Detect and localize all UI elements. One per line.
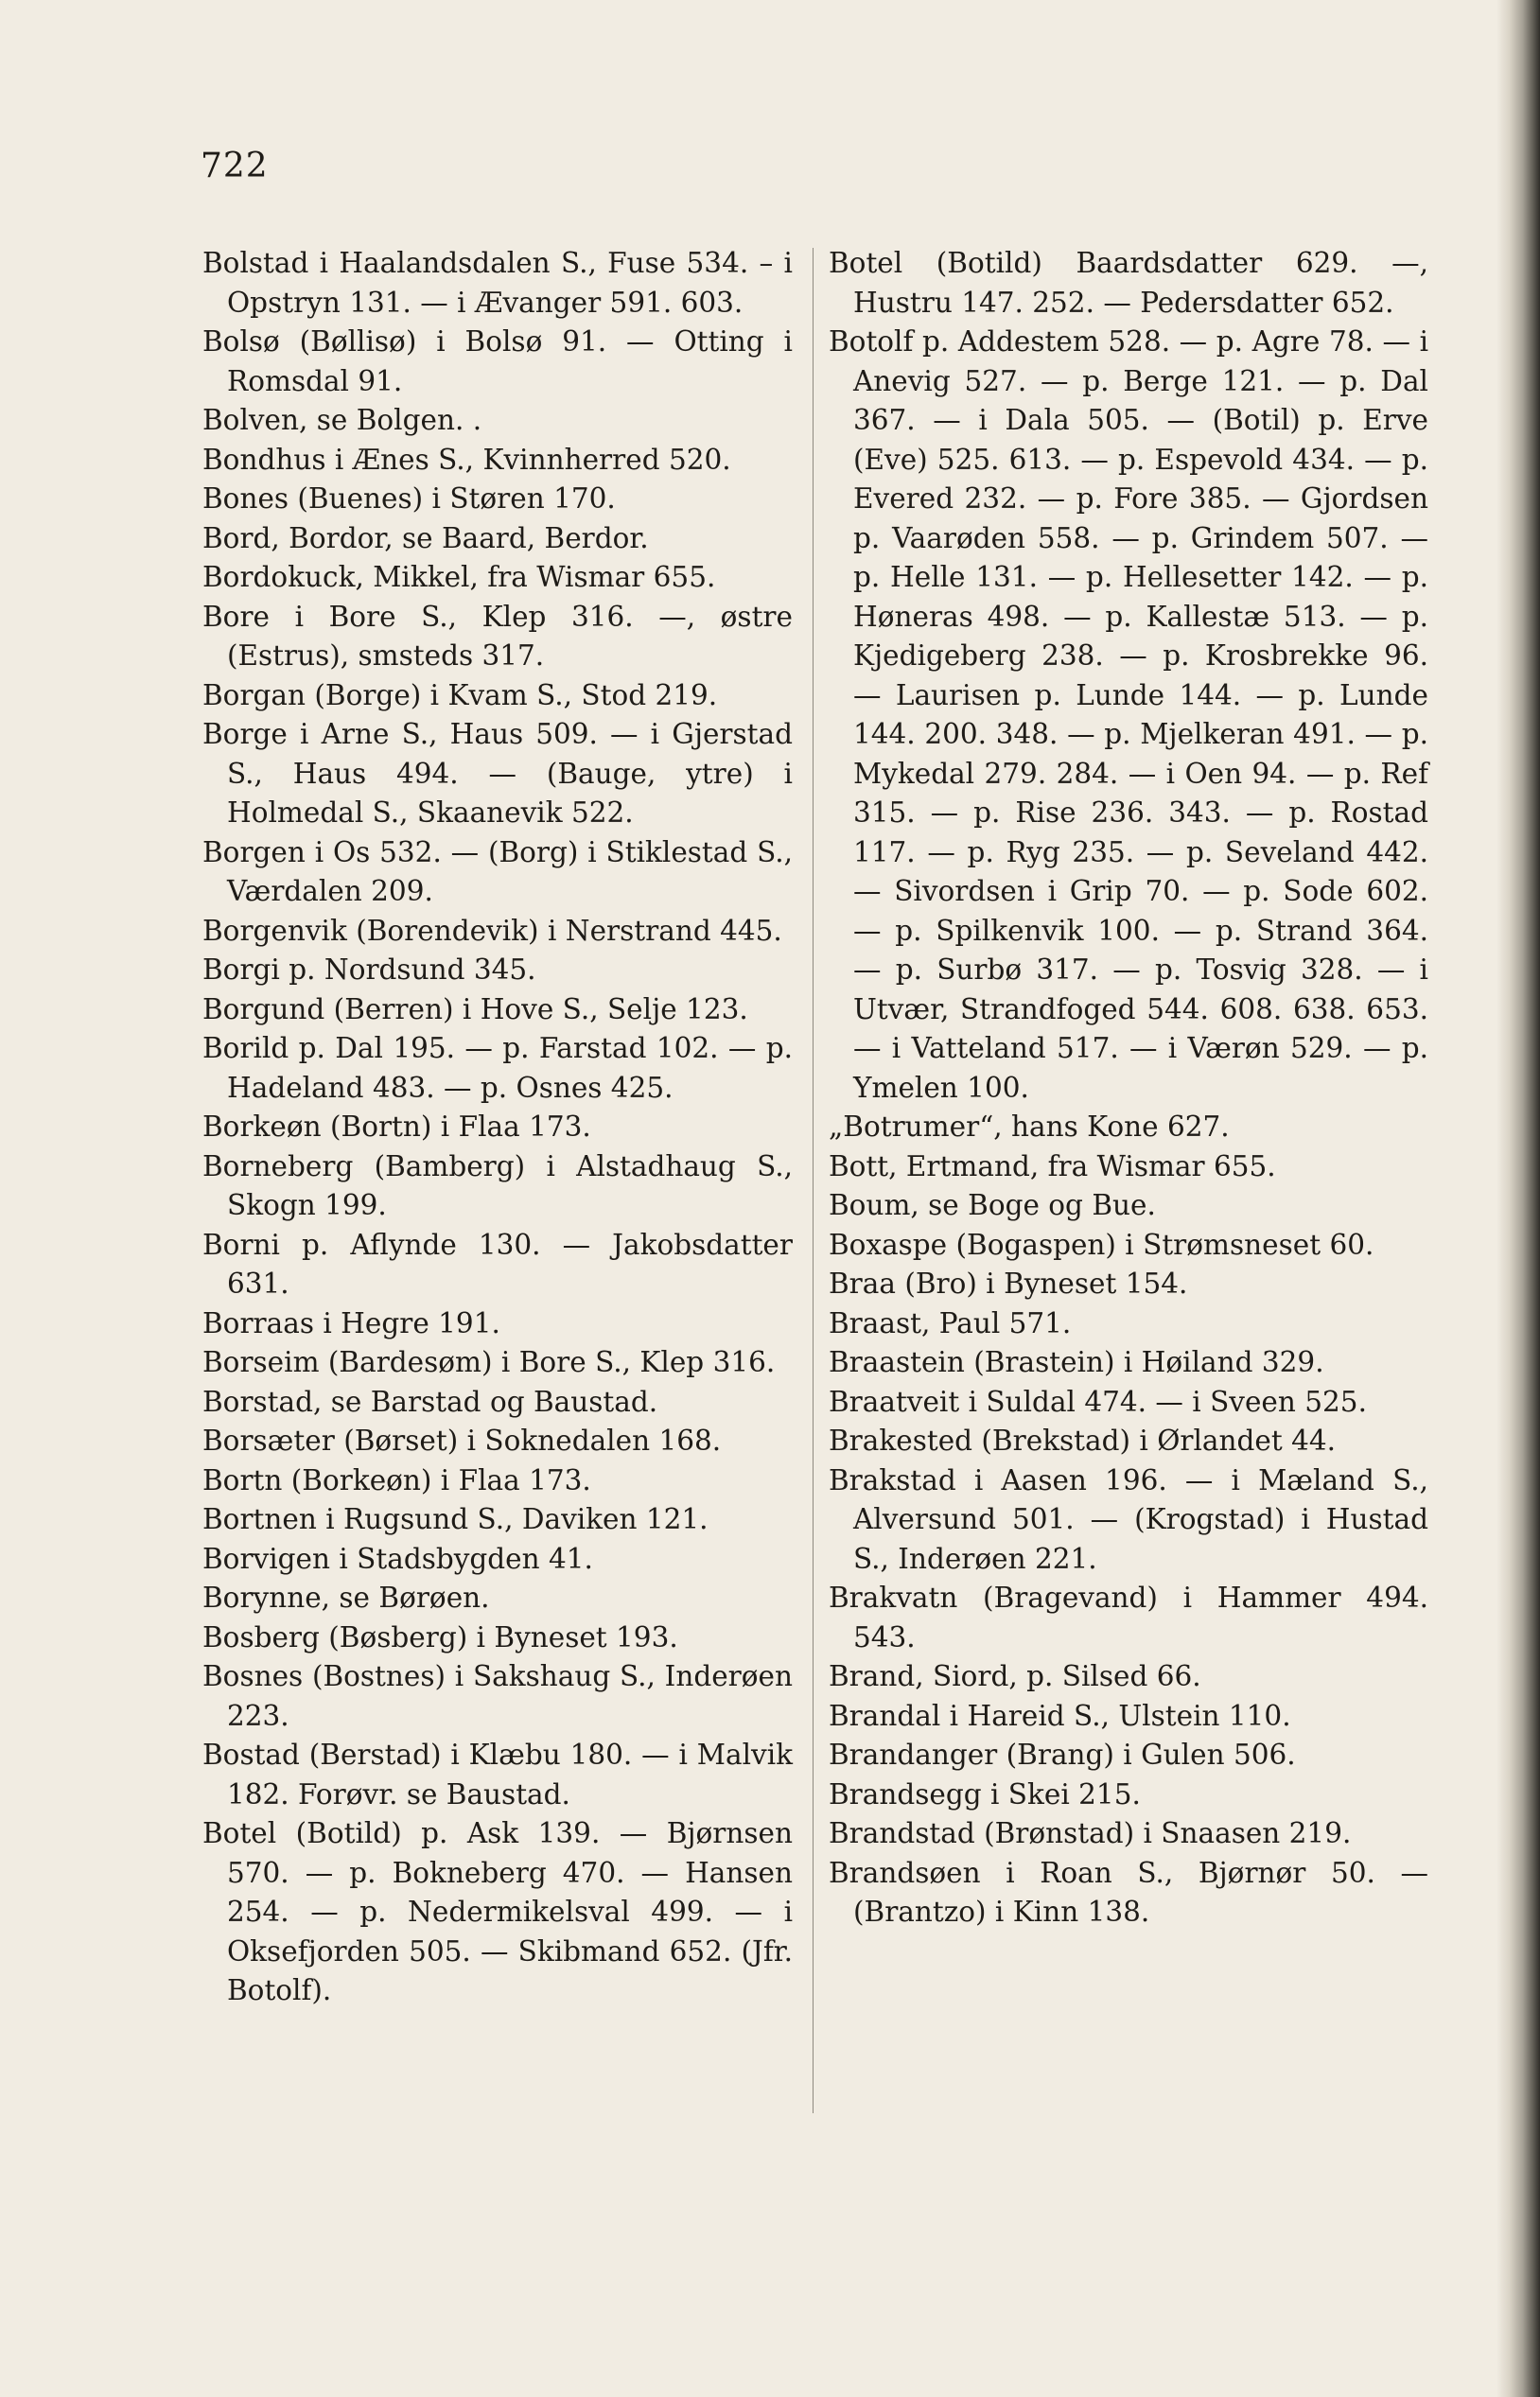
- index-entry: Bosnes (Bostnes) i Sakshaug S., Inderøen 223.: [202, 1660, 793, 1732]
- index-entry: Borsæter (Børset) i Soknedalen 168.: [202, 1425, 722, 1457]
- index-entry: Borgen i Os 532. — (Borg) i Stiklestad S., Værdalen 209.: [202, 835, 793, 907]
- index-entry: Brandal i Hareid S., Ulstein 110.: [829, 1699, 1291, 1732]
- index-entry: Borneberg (Bamberg) i Alstadhaug S., Skogn 199.: [202, 1149, 793, 1221]
- index-entry: Borkeøn (Bortn) i Flaa 173.: [202, 1111, 591, 1143]
- index-entry: Brandanger (Brang) i Gulen 506.: [829, 1739, 1296, 1771]
- index-entry: Bolsø (Bøllisø) i Bolsø 91. — Otting i Romsdal 91.: [202, 325, 793, 397]
- index-entry: Borgan (Borge) i Kvam S., Stod 219.: [202, 678, 718, 711]
- page-number: 722: [201, 147, 269, 185]
- index-entry: Boum, se Boge og Bue.: [829, 1189, 1156, 1221]
- index-entry: Borge i Arne S., Haus 509. — i Gjerstad S., Haus 494. — (Bauge, ytre) i Holmedal S., Skaanevik 522.: [202, 718, 793, 829]
- index-entry: Brandsegg i Skei 215.: [829, 1777, 1141, 1811]
- column-divider: [813, 248, 814, 2113]
- index-entry: Borgund (Berren) i Hove S., Selje 123.: [202, 992, 748, 1025]
- right-column: [829, 244, 1428, 1933]
- index-entry: Borvigen i Stadsbygden 41.: [202, 1542, 593, 1575]
- index-entry: Botel (Botild) Baardsdatter 629. —, Hustru 147. 252. — Pedersdatter 652.: [829, 247, 1428, 319]
- index-entry: Brakvatn (Bragevand) i Hammer 494. 543.: [829, 1582, 1428, 1653]
- index-entry: Borynne, se Børøen.: [202, 1582, 490, 1614]
- page-edge-shadow: [1496, 0, 1540, 2397]
- index-entry: Bore i Bore S., Klep 316. —, østre (Estrus), smsteds 317.: [202, 600, 793, 672]
- index-entry: Borild p. Dal 195. — p. Farstad 102. — p. Hadeland 483. — p. Osnes 425.: [202, 1032, 793, 1104]
- index-entry: Braastein (Brastein) i Høiland 329.: [829, 1346, 1324, 1378]
- index-entry: Borstad, se Barstad og Baustad.: [202, 1385, 658, 1418]
- index-entry: Bostad (Berstad) i Klæbu 180. — i Malvik 182. Forøvr. se Baustad.: [202, 1739, 793, 1811]
- index-entry: Botolf p. Addestem 528. — p. Agre 78. — i Anevig 527. — p. Berge 121. — p. Dal 367. — i Dala 505. — (Botil) p. Erve (Eve) 525. 613. — p. Espevold 434. — p. Evered 232. — p. Fore 385. — Gjordsen p. Vaarøden 558. — p. Grindem 507. — p. Helle 131. — p. Hellesetter 142. — p. Høneras 498. — p. Kallestæ 513. — p. Kjedigeberg 238. — p. Krosbrekke 96. — Laurisen p. Lunde 144. — p. Lunde 144. 200. 348. — p. Mjelkeran 491. — p. Mykedal 279. 284. — i Oen 94. — p. Ref 315. — p. Rise 236. 343. — p. Rostad 117. — p. Ryg 235. — p. Seveland 442. — Sivordsen i Grip 70. — p. Sode 602. — p. Spilkenvik 100. — p. Strand 364. — p. Surbø 317. — p. Tosvig 328. — i Utvær, Strandfoged 544. 608. 638. 653. — i Vatteland 517. — i Værøn 529. — p. Ymelen 100.: [829, 325, 1428, 1104]
- index-entry: Botel (Botild) p. Ask 139. — Bjørnsen 570. — p. Bokneberg 470. — Hansen 254. — p. Nedermikelsval 499. — i Oksefjorden 505. — Skibmand 652. (Jfr. Botolf).: [202, 1817, 793, 2006]
- index-entry: Boxaspe (Bogaspen) i Strømsneset 60.: [829, 1228, 1374, 1261]
- index-entry: Bord, Bordor, se Baard, Berdor.: [202, 521, 649, 554]
- index-entry: Brandsøen i Roan S., Bjørnør 50. — (Brantzo) i Kinn 138.: [829, 1856, 1428, 1928]
- index-entry: Borgenvik (Borendevik) i Nerstrand 445.: [202, 914, 782, 947]
- index-entry: Bolstad i Haalandsdalen S., Fuse 534. – i Opstryn 131. — i Ævanger 591. 603.: [202, 247, 793, 319]
- index-entry: Braast, Paul 571.: [829, 1306, 1072, 1339]
- index-entry: Bortnen i Rugsund S., Daviken 121.: [202, 1503, 709, 1535]
- index-entry: „Botrumer“, hans Kone 627.: [829, 1111, 1230, 1143]
- index-entry: Bordokuck, Mikkel, fra Wismar 655.: [202, 561, 716, 593]
- index-entry: Brakstad i Aasen 196. — i Mæland S., Alversund 501. — (Krogstad) i Hustad S., Inderøen 221.: [829, 1463, 1428, 1575]
- index-entry: Bott, Ertmand, fra Wismar 655.: [829, 1149, 1276, 1182]
- index-entry: Borraas i Hegre 191.: [202, 1306, 500, 1339]
- index-entry: Bondhus i Ænes S., Kvinnherred 520.: [202, 443, 731, 476]
- index-entry: Borni p. Aflynde 130. — Jakobsdatter 631.: [202, 1228, 793, 1300]
- index-entry: Bosberg (Bøsberg) i Byneset 193.: [202, 1620, 678, 1653]
- index-entry: Brand, Siord, p. Silsed 66.: [829, 1660, 1201, 1692]
- index-entry: Bones (Buenes) i Støren 170.: [202, 482, 616, 515]
- index-entry: Bortn (Borkeøn) i Flaa 173.: [202, 1463, 591, 1496]
- index-entry: Braa (Bro) i Byneset 154.: [829, 1268, 1188, 1300]
- left-column: [202, 244, 793, 2011]
- index-entry: Borseim (Bardesøm) i Bore S., Klep 316.: [202, 1346, 776, 1378]
- index-entry: Brakested (Brekstad) i Ørlandet 44.: [829, 1425, 1336, 1457]
- index-entry: Braatveit i Suldal 474. — i Sveen 525.: [829, 1385, 1367, 1418]
- index-entry: Bolven, se Bolgen. .: [202, 404, 482, 436]
- index-entry: Brandstad (Brønstad) i Snaasen 219.: [829, 1817, 1352, 1849]
- index-entry: Borgi p. Nordsund 345.: [202, 954, 536, 986]
